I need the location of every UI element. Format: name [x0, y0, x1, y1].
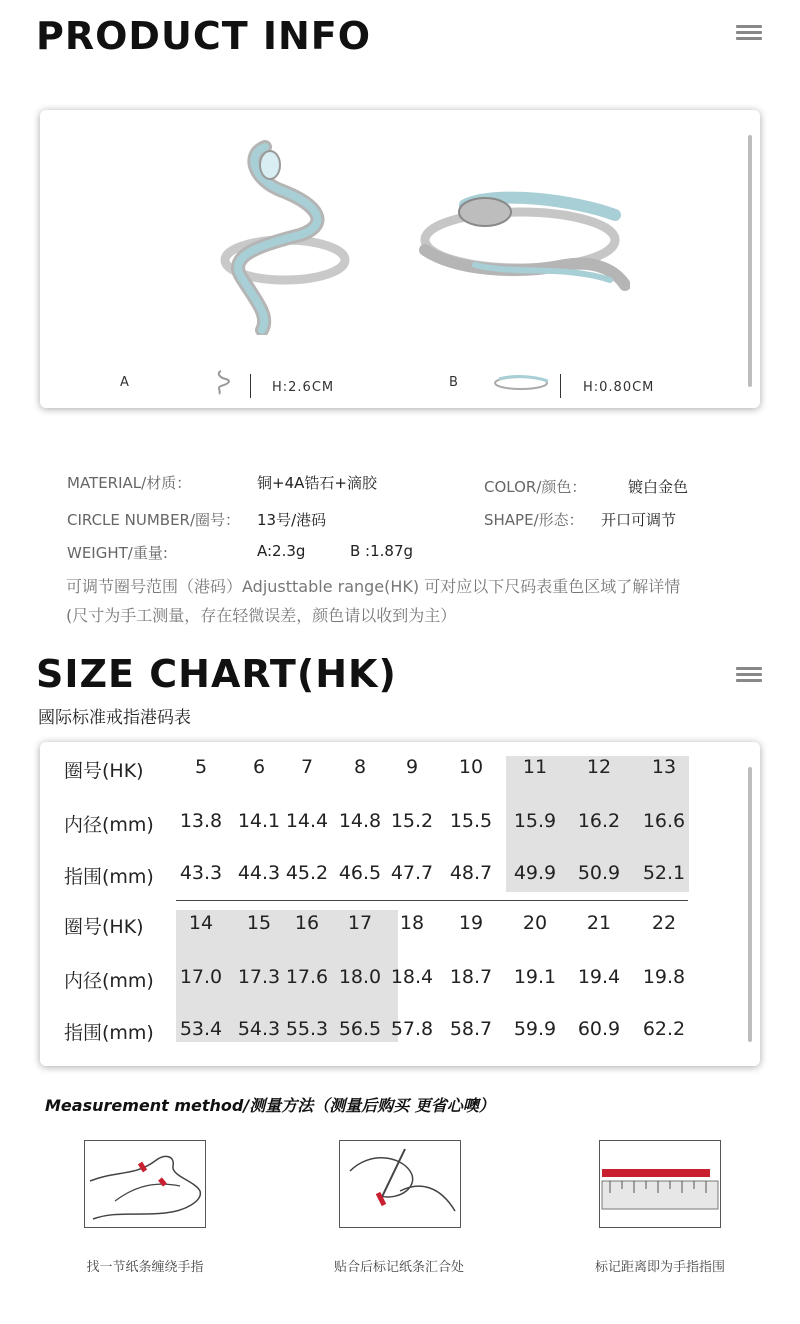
circumference-cell: 53.4 — [179, 1018, 223, 1040]
size-cell: 15 — [246, 912, 272, 934]
measure-step-1-image — [84, 1140, 206, 1228]
ruler-icon — [600, 1141, 720, 1227]
ring-a-height: H:2.6CM — [272, 380, 335, 395]
size-chart-subtitle: 國际标准戒指港码表 — [38, 708, 191, 728]
inner-diameter-cell: 18.0 — [338, 966, 382, 988]
size-cell: 10 — [458, 756, 484, 778]
circumference-cell: 52.1 — [642, 862, 686, 884]
ring-a-letter: A — [120, 375, 129, 390]
material-label: MATERIAL/材质： — [67, 474, 192, 492]
weight-a: A:2.3g — [257, 542, 306, 560]
scrollbar[interactable] — [748, 135, 752, 387]
row-label-size: 圈号(HK) — [64, 916, 144, 938]
inner-diameter-cell: 14.8 — [338, 810, 382, 832]
size-cell: 18 — [399, 912, 425, 934]
inner-diameter-cell: 15.9 — [513, 810, 557, 832]
row-label-inner-diameter: 内径(mm) — [64, 814, 154, 836]
size-cell: 17 — [347, 912, 373, 934]
size-cell: 22 — [651, 912, 677, 934]
shape-label: SHAPE/形态： — [484, 511, 584, 529]
divider — [560, 374, 561, 398]
circumference-cell: 54.3 — [237, 1018, 281, 1040]
size-cell: 7 — [300, 756, 314, 778]
inner-diameter-cell: 15.5 — [449, 810, 493, 832]
circumference-cell: 60.9 — [577, 1018, 621, 1040]
size-cell: 6 — [252, 756, 266, 778]
inner-diameter-cell: 18.7 — [449, 966, 493, 988]
circumference-cell: 46.5 — [338, 862, 382, 884]
circumference-cell: 47.7 — [390, 862, 434, 884]
hand-wrap-icon — [85, 1141, 205, 1227]
measurement-title: Measurement method/测量方法（测量后购买 更省心噢） — [45, 1096, 495, 1115]
measure-step-3-image — [599, 1140, 721, 1228]
inner-diameter-cell: 14.4 — [285, 810, 329, 832]
row-label-circumference: 指围(mm) — [64, 866, 154, 888]
inner-diameter-cell: 19.8 — [642, 966, 686, 988]
inner-diameter-cell: 17.6 — [285, 966, 329, 988]
menu-icon[interactable] — [736, 667, 762, 683]
circumference-cell: 62.2 — [642, 1018, 686, 1040]
ring-b-letter: B — [449, 375, 458, 390]
circumference-cell: 49.9 — [513, 862, 557, 884]
inner-diameter-cell: 16.6 — [642, 810, 686, 832]
circumference-cell: 55.3 — [285, 1018, 329, 1040]
product-image-card — [40, 110, 760, 408]
ring-a-thumbnail — [212, 369, 236, 395]
size-cell: 12 — [586, 756, 612, 778]
circumference-cell: 48.7 — [449, 862, 493, 884]
circumference-cell: 58.7 — [449, 1018, 493, 1040]
color-label: COLOR/颜色： — [484, 478, 587, 496]
circumference-cell: 44.3 — [237, 862, 281, 884]
row-label-size: 圈号(HK) — [64, 760, 144, 782]
material-value: 铜+4A锆石+滴胶 — [257, 474, 377, 492]
size-cell: 16 — [294, 912, 320, 934]
row-label-inner-diameter: 内径(mm) — [64, 970, 154, 992]
ring-b-height: H:0.80CM — [583, 380, 655, 395]
weight-b: B :1.87g — [350, 542, 414, 560]
size-cell: 19 — [458, 912, 484, 934]
inner-diameter-cell: 17.0 — [179, 966, 223, 988]
scrollbar[interactable] — [748, 767, 752, 1042]
circumference-cell: 56.5 — [338, 1018, 382, 1040]
circumference-cell: 59.9 — [513, 1018, 557, 1040]
size-cell: 13 — [651, 756, 677, 778]
adjustable-range-note: 可调节圈号范围（港码）Adjusttable range(HK) 可对应以下尺码表重色区域了解详情 — [66, 577, 681, 596]
inner-diameter-cell: 18.4 — [390, 966, 434, 988]
measurement-disclaimer: (尺寸为手工测量，存在轻微误差，颜色请以收到为主） — [66, 606, 457, 625]
size-cell: 20 — [522, 912, 548, 934]
inner-diameter-cell: 19.1 — [513, 966, 557, 988]
inner-diameter-cell: 16.2 — [577, 810, 621, 832]
color-value: 镀白金色 — [628, 478, 689, 496]
divider — [250, 374, 251, 398]
circumference-cell: 57.8 — [390, 1018, 434, 1040]
menu-icon[interactable] — [736, 25, 762, 41]
circumference-cell: 50.9 — [577, 862, 621, 884]
circle-number-value: 13号/港码 — [257, 511, 327, 529]
inner-diameter-cell: 17.3 — [237, 966, 281, 988]
hand-mark-icon — [340, 1141, 460, 1227]
size-cell: 9 — [405, 756, 419, 778]
table-divider — [176, 900, 688, 901]
row-label-circumference: 指围(mm) — [64, 1022, 154, 1044]
weight-label: WEIGHT/重量: — [67, 544, 168, 562]
inner-diameter-cell: 14.1 — [237, 810, 281, 832]
measure-step-2-caption: 贴合后标记纸条汇合处 — [333, 1260, 464, 1275]
circumference-cell: 43.3 — [179, 862, 223, 884]
shape-value: 开口可调节 — [601, 511, 677, 529]
ring-b-image — [415, 190, 630, 300]
measure-step-2-image — [339, 1140, 461, 1228]
circle-number-label: CIRCLE NUMBER/圈号： — [67, 511, 241, 529]
inner-diameter-cell: 13.8 — [179, 810, 223, 832]
size-cell: 5 — [194, 756, 208, 778]
ring-b-thumbnail — [493, 373, 551, 393]
ring-a-image — [210, 135, 360, 335]
size-chart-card — [40, 742, 760, 1066]
size-cell: 14 — [188, 912, 214, 934]
measure-step-1-caption: 找一节纸条缠绕手指 — [86, 1260, 204, 1275]
size-cell: 8 — [353, 756, 367, 778]
size-chart-title: SIZE CHART(HK) — [36, 652, 397, 696]
size-cell: 21 — [586, 912, 612, 934]
size-cell: 11 — [522, 756, 548, 778]
circumference-cell: 45.2 — [285, 862, 329, 884]
inner-diameter-cell: 19.4 — [577, 966, 621, 988]
measure-step-3-caption: 标记距离即为手指指围 — [594, 1260, 725, 1275]
product-info-title: PRODUCT INFO — [36, 14, 372, 58]
inner-diameter-cell: 15.2 — [390, 810, 434, 832]
